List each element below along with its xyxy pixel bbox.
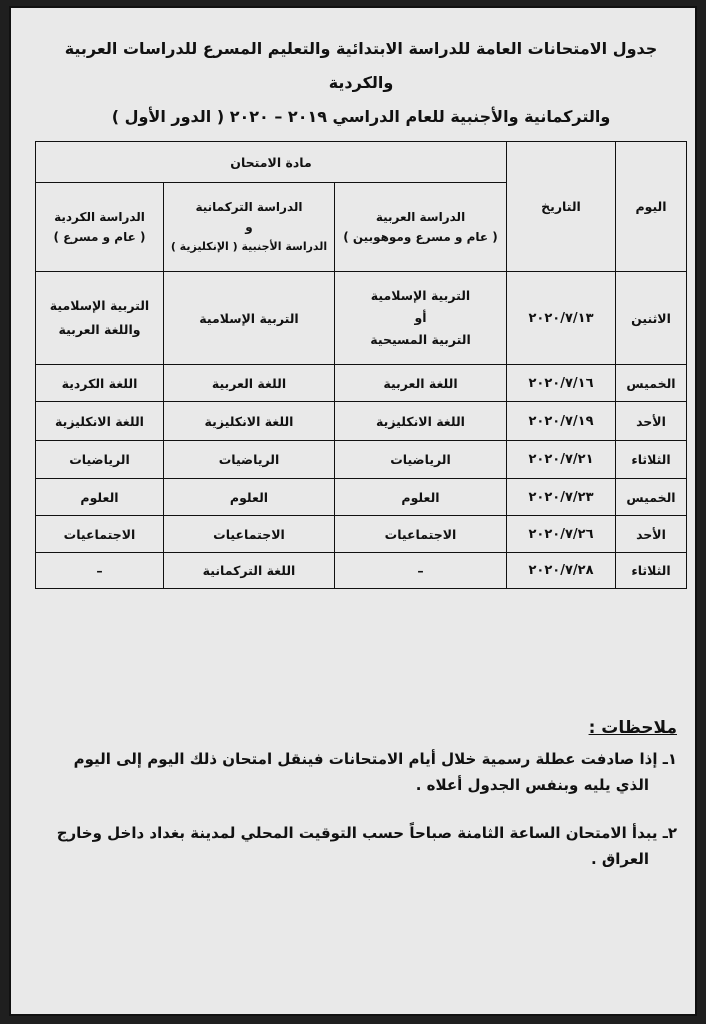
table-row — [36, 402, 687, 441]
title-line-2: والتركمانية والأجنبية للعام الدراسي ٢٠١٩ – ٢٠٢٠ ( الدور الأول ) — [111, 107, 611, 126]
date-cell: ٢٠٢٠/٧/١٦ — [507, 365, 616, 402]
header-turkmen-study: الدراسة التركمانية و الدراسة الأجنبية ( الإنكليزية ) — [164, 183, 335, 272]
header-arabic-study: الدراسة العربية ( عام و مسرع وموهوبين ) — [335, 183, 507, 272]
turkmen-cell: الرياضيات — [164, 441, 335, 479]
header-kurdish-study: الدراسة الكردية ( عام و مسرع ) — [36, 183, 164, 272]
arabic-cell: الرياضيات — [335, 441, 507, 479]
kurdish-cell: اللغة الانكليزية — [36, 402, 164, 441]
kurdish-cell: الاجتماعيات — [36, 516, 164, 553]
turkmen-cell: التربية الإسلامية — [164, 272, 335, 365]
title-line-1: جدول الامتحانات العامة للدراسة الابتدائية والتعليم المسرع للدراسات العربية والكردية — [64, 39, 658, 92]
day-cell: الأحد — [616, 516, 687, 553]
table-row — [36, 441, 687, 479]
table-row — [36, 272, 687, 365]
notes-section — [39, 718, 677, 894]
date-cell: ٢٠٢٠/٧/٢٣ — [507, 479, 616, 516]
exam-schedule-page — [9, 6, 697, 1016]
table-row — [36, 553, 687, 589]
turkmen-cell: اللغة التركمانية — [164, 553, 335, 589]
day-cell: الأحد — [616, 402, 687, 441]
day-cell: الخميس — [616, 479, 687, 516]
header-exam-subject: مادة الامتحان — [36, 142, 507, 183]
table-row — [36, 516, 687, 553]
notes-title: ملاحظات : — [588, 718, 677, 738]
page-title — [41, 32, 681, 134]
arabic-cell: اللغة الانكليزية — [335, 402, 507, 441]
turkmen-cell: الاجتماعيات — [164, 516, 335, 553]
table-row — [36, 365, 687, 402]
date-cell: ٢٠٢٠/٧/٢٦ — [507, 516, 616, 553]
arabic-cell: اللغة العربية — [335, 365, 507, 402]
kurdish-cell: الرياضيات — [36, 441, 164, 479]
kurdish-cell: اللغة الكردية — [36, 365, 164, 402]
day-cell: الثلاثاء — [616, 553, 687, 589]
day-cell: الثلاثاء — [616, 441, 687, 479]
date-cell: ٢٠٢٠/٧/١٩ — [507, 402, 616, 441]
note-2: ٢ـ يبدأ الامتحان الساعة الثامنة صباحاً حسب التوقيت المحلي لمدينة بغداد داخل وخارج العراق . — [56, 824, 677, 868]
kurdish-cell: العلوم — [36, 479, 164, 516]
note-1: ١ـ إذا صادفت عطلة رسمية خلال أيام الامتحانات فينقل امتحان ذلك اليوم إلى اليوم الذي يليه وبنفس الجدول أعلاه . — [73, 750, 677, 794]
turkmen-cell: اللغة الانكليزية — [164, 402, 335, 441]
header-date: التاريخ — [507, 142, 616, 272]
turkmen-cell: اللغة العربية — [164, 365, 335, 402]
arabic-cell: الاجتماعيات — [335, 516, 507, 553]
table-row — [36, 479, 687, 516]
exam-schedule-table — [35, 141, 687, 589]
day-cell: الاثنين — [616, 272, 687, 365]
kurdish-cell: التربية الإسلامية واللغة العربية — [36, 272, 164, 365]
date-cell: ٢٠٢٠/٧/٢٨ — [507, 553, 616, 589]
day-cell: الخميس — [616, 365, 687, 402]
date-cell: ٢٠٢٠/٧/١٣ — [507, 272, 616, 365]
date-cell: ٢٠٢٠/٧/٢١ — [507, 441, 616, 479]
arabic-cell: العلوم — [335, 479, 507, 516]
arabic-cell: – — [335, 553, 507, 589]
turkmen-cell: العلوم — [164, 479, 335, 516]
kurdish-cell: – — [36, 553, 164, 589]
arabic-cell: التربية الإسلامية أو التربية المسيحية — [335, 272, 507, 365]
header-day: اليوم — [616, 142, 687, 272]
